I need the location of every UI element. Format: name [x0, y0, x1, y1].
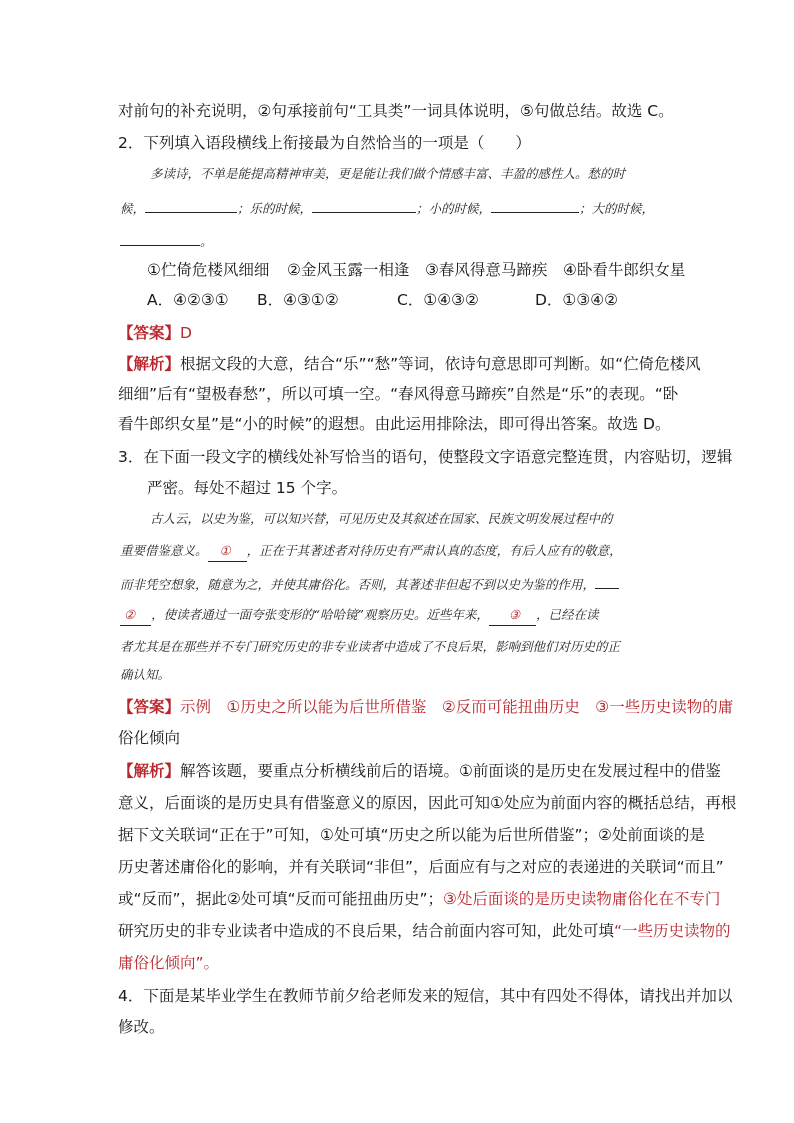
- text: 或“反而”，据此②处可填“反而可能扭曲历史”；: [118, 890, 444, 908]
- q2-items: [147, 259, 685, 281]
- answer-tag: 【答案】: [118, 698, 181, 716]
- question-text: 2．下列填入语段横线上衔接最为自然恰当的一项是（ ）: [118, 134, 531, 152]
- blank-2: [312, 197, 416, 213]
- q3-analysis-line-5: [118, 888, 720, 910]
- text: ③处后面谈的是历史读物庸俗化在不专门: [443, 890, 721, 908]
- answer-value: D: [180, 324, 192, 342]
- text: 对前句的补充说明，②句承接前句“工具类”一词具体说明，⑤句做总结。故选 C。: [118, 102, 674, 120]
- option-a: A．④②③①: [147, 291, 229, 309]
- option-c: C．①④③②: [397, 291, 479, 309]
- option-d: D．①③④②: [535, 291, 619, 309]
- q3-passage-line-6: [120, 665, 170, 685]
- text: 多读诗，不单是能提高精神审美，更是能让我们做个情感丰富、丰盈的感性人。愁的时: [150, 166, 626, 181]
- q3-passage-line-3: [120, 573, 619, 595]
- q2-passage-line-1: [150, 164, 625, 184]
- blank-number: ③: [508, 607, 521, 622]
- item-4: ④卧看牛郎织女星: [563, 261, 686, 279]
- question-4-stem-1: [118, 985, 732, 1007]
- text: ，使读者通过一面夸张变形的“哈哈镜”观察历史。近些年来，: [151, 607, 489, 622]
- question-text: 4．下面是某毕业学生在教师节前夕给老师发来的短信，其中有四处不得体，请找出并加以: [118, 987, 733, 1005]
- item-1: ①伫倚危楼风细细: [147, 261, 270, 279]
- blank-number: ①: [219, 543, 231, 558]
- text: 。: [200, 234, 213, 249]
- q2-analysis-line-1: [118, 353, 701, 375]
- blank-3: [489, 605, 536, 626]
- item-2: ②金风玉露一相逢: [287, 261, 410, 279]
- question-text: 严密。每处不超过 15 个字。: [147, 479, 348, 497]
- q2-options: [147, 289, 618, 311]
- text: 候，: [120, 201, 146, 216]
- text: ；乐的时候，: [237, 201, 313, 216]
- question-2-stem: [118, 132, 531, 154]
- text: ，已经在读: [535, 607, 599, 622]
- q3-passage-line-4: [120, 605, 599, 626]
- q2-analysis-line-3: [118, 413, 670, 435]
- text: 庸俗化倾向”。: [118, 954, 220, 972]
- q3-analysis-line-2: [118, 792, 736, 814]
- q3-passage-line-5: [120, 637, 620, 657]
- question-text: 3．在下面一段文字的横线处补写恰当的语句，使整段文字语意完整连贯，内容贴切，逻辑: [118, 448, 733, 466]
- q3-answer-line-1: [118, 696, 733, 718]
- text: ，正在于其著述者对待历史有严肃认真的态度，有后人应有的敬意，: [246, 543, 622, 558]
- q3-passage-line-2: [120, 541, 622, 562]
- blank-4: [120, 230, 200, 246]
- text: 研究历史的非专业读者中造成的不良后果，结合前面内容可知，此处可填: [118, 922, 615, 940]
- analysis-tag: 【解析】: [118, 355, 181, 373]
- analysis-tag: 【解析】: [118, 762, 181, 780]
- answer-value: 俗化倾向: [118, 729, 181, 747]
- prev-explanation-end: [118, 100, 674, 122]
- text: 确认知。: [120, 667, 171, 682]
- option-b: B．④③①②: [257, 291, 339, 309]
- blank-3: [491, 197, 579, 213]
- text: 意义，后面谈的是历史具有借鉴意义的原因，因此可知①处应为前面内容的概括总结，再根: [118, 794, 737, 812]
- text: 根据文段的大意，结合“乐”“愁”等词，依诗句意思即可判断。如“伫倚危楼风: [180, 355, 701, 373]
- text: 重要借鉴意义。: [120, 543, 208, 558]
- answer-tag: 【答案】: [118, 324, 181, 342]
- text: ；小的时候，: [416, 201, 492, 216]
- text: 古人云，以史为鉴，可以知兴替，可见历史及其叙述在国家、民族文明发展过程中的: [150, 511, 613, 526]
- q2-passage-line-2: [120, 197, 654, 219]
- text: ；大的时候，: [579, 201, 655, 216]
- blank-number: ②: [124, 607, 136, 622]
- q2-analysis-line-2: [118, 383, 678, 405]
- text: 者尤其是在那些并不专门研究历史的非专业读者中造成了不良后果，影响到他们对历史的正: [120, 639, 621, 654]
- q3-analysis-line-1: [118, 760, 721, 782]
- text: 细细”后有“望极春愁”，所以可填一空。“春风得意马蹄疾”自然是“乐”的表现。“卧: [118, 385, 679, 403]
- text: 解答该题，要重点分析横线前后的语境。①前面谈的是历史在发展过程中的借鉴: [180, 762, 721, 780]
- q3-analysis-line-3: [118, 824, 705, 846]
- text: 而非凭空想象，随意为之，并使其庸俗化。否则，其著述非但起不到以史为鉴的作用，: [120, 577, 596, 592]
- blank-1: [208, 541, 247, 562]
- text: 据下文关联词“正在于”可知，①处可填“历史之所以能为后世所借鉴”；②处前面谈的是: [118, 826, 705, 844]
- text: 看牛郎织女星”是“小的时候”的遐想。由此运用排除法，即可得出答案。故选 D。: [118, 415, 671, 433]
- text: 历史著述庸俗化的影响，并有关联词“非但”，后面应有与之对应的表递进的关联词“而且”: [118, 858, 724, 876]
- answer-value: 示例 ①历史之所以能为后世所借鉴 ②反而可能扭曲历史 ③一些历史读物的庸: [180, 698, 734, 716]
- blank-2-start: [595, 573, 619, 589]
- q3-passage-line-1: [150, 509, 613, 529]
- blank-2: [120, 605, 151, 626]
- question-3-stem-1: [118, 446, 732, 468]
- q3-analysis-line-4: [118, 856, 724, 878]
- q3-analysis-line-6: [118, 920, 731, 942]
- q3-answer-line-2: [118, 727, 180, 749]
- q2-answer: [118, 322, 192, 344]
- question-3-stem-2: [147, 477, 347, 499]
- item-3: ③春风得意马蹄疾: [425, 261, 548, 279]
- q2-passage-line-3: [120, 230, 213, 252]
- question-4-stem-2: [118, 1016, 165, 1038]
- text: “一些历史读物的: [614, 922, 731, 940]
- blank-1: [145, 197, 237, 213]
- q3-analysis-line-7: [118, 952, 219, 974]
- question-text: 修改。: [118, 1018, 165, 1036]
